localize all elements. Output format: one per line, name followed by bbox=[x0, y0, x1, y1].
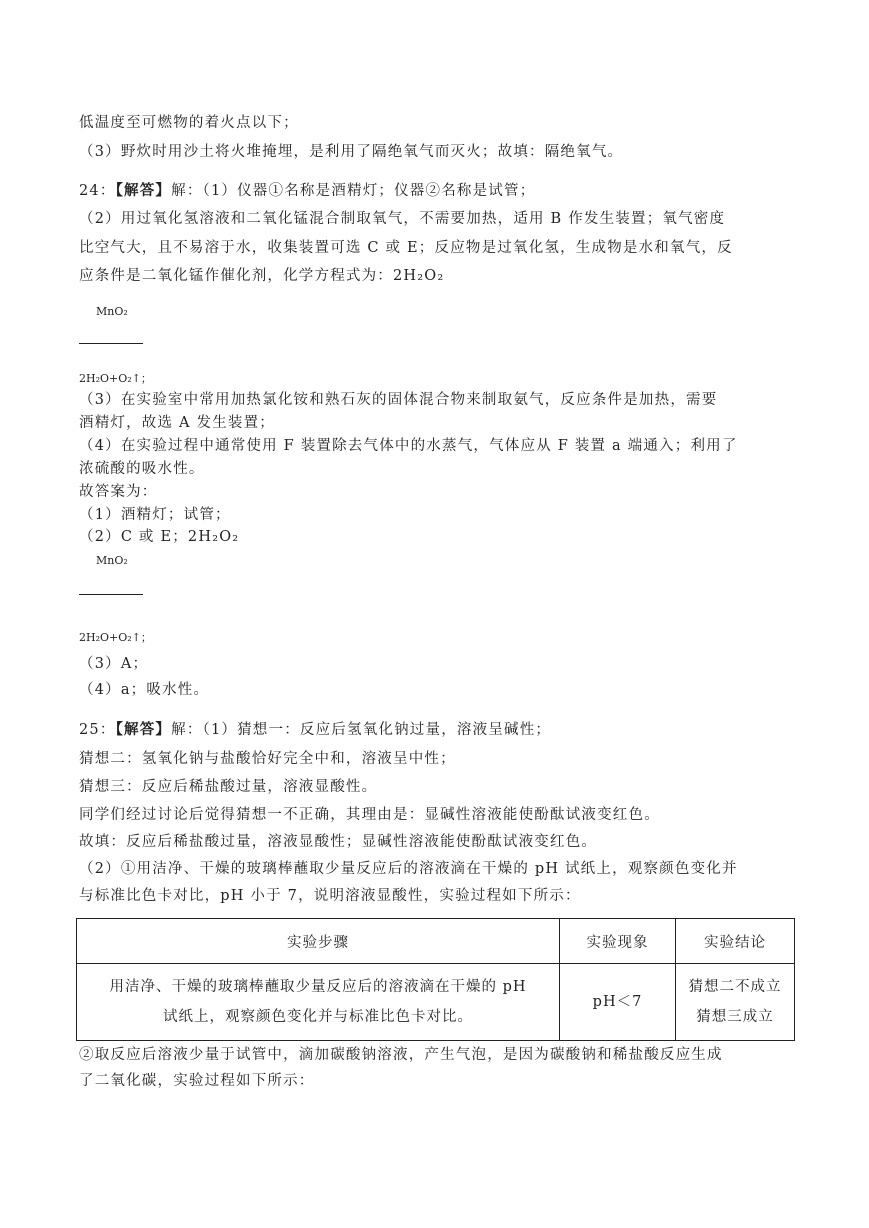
experiment-table bbox=[76, 918, 795, 1041]
answer-tag: 【解答】 bbox=[115, 182, 172, 199]
cell-line: 试纸上，观察颜色变化并与标准比色卡对比。 bbox=[163, 1009, 473, 1025]
text-line: （2）C 或 E；2H₂O₂ bbox=[79, 529, 240, 545]
answer-tag: 【解答】 bbox=[115, 721, 172, 738]
equation-arrow-line bbox=[79, 343, 143, 344]
table-row bbox=[77, 964, 795, 1041]
cell-line: 猜想三成立 bbox=[696, 1009, 774, 1025]
phenomenon-cell: pH＜7 bbox=[560, 964, 676, 1041]
text-line: 猜想三：反应后稀盐酸过量，溶液显酸性。 bbox=[79, 779, 378, 795]
text-line: 故填：反应后稀盐酸过量，溶液显酸性；显碱性溶液能使酚酞试液变红色。 bbox=[79, 834, 598, 850]
step-cell bbox=[77, 964, 560, 1041]
header-cell: 实验现象 bbox=[560, 919, 676, 964]
catalyst-label: MnO₂ bbox=[96, 554, 128, 567]
equation-arrow-line bbox=[79, 594, 143, 595]
text-line: （4）a；吸水性。 bbox=[79, 682, 210, 698]
cell-line: 猜想二不成立 bbox=[688, 979, 782, 995]
text-line: 比空气大，且不易溶于水，收集装置可选 C 或 E；反应物是过氧化氢，生成物是水和氧气，反 bbox=[79, 240, 733, 256]
question-25-header bbox=[79, 720, 551, 740]
table-header-row bbox=[77, 919, 795, 964]
equation-products: 2H₂O+O₂↑； bbox=[79, 631, 152, 644]
text-line: 同学们经过讨论后觉得猜想一不正确，其理由是：显碱性溶液能使酚酞试液变红色。 bbox=[79, 807, 660, 823]
text-line: （1）酒精灯；试管； bbox=[79, 507, 231, 523]
text-line: （2）①用洁净、干燥的玻璃棒蘸取少量反应后的溶液滴在干燥的 pH 试纸上，观察颜色变化并 bbox=[79, 861, 738, 877]
question-number: 25： bbox=[79, 722, 116, 738]
text-line: 与标准比色卡对比，pH 小于 7，说明溶液显酸性，实验过程如下所示： bbox=[79, 888, 581, 904]
equation-products: 2H₂O+O₂↑； bbox=[79, 372, 152, 385]
question-24-header bbox=[79, 181, 535, 201]
text-line: 酒精灯，故选 A 发生装置； bbox=[79, 415, 275, 431]
text-line: 低温度至可燃物的着火点以下； bbox=[79, 115, 299, 131]
text-line: 浓硫酸的吸水性。 bbox=[79, 461, 205, 477]
text-line: （4）在实验过程中通常使用 F 装置除去气体中的水蒸气，气体应从 F 装置 a 端通入；利用了 bbox=[79, 438, 738, 454]
text-line: 解：（1）猜想一：反应后氢氧化钠过量，溶液呈碱性； bbox=[171, 722, 552, 738]
text-line: （3）A； bbox=[79, 656, 149, 672]
text-line: 应条件是二氧化锰作催化剂，化学方程式为：2H₂O₂ bbox=[79, 268, 445, 284]
text-line: ②取反应后溶液少量于试管中，滴加碳酸钠溶液，产生气泡，是因为碳酸钠和稀盐酸反应生成 bbox=[79, 1047, 723, 1063]
text-line: 故答案为： bbox=[79, 484, 158, 500]
conclusion-cell bbox=[676, 964, 795, 1041]
header-cell: 实验结论 bbox=[676, 919, 795, 964]
text-line: 解：（1）仪器①名称是酒精灯；仪器②名称是试管； bbox=[171, 183, 536, 199]
cell-line: 用洁净、干燥的玻璃棒蘸取少量反应后的溶液滴在干燥的 pH bbox=[109, 979, 527, 995]
text-line: （3）野炊时用沙土将火堆掩埋，是利用了隔绝氧气而灭火；故填：隔绝氧气。 bbox=[79, 144, 624, 160]
question-number: 24： bbox=[79, 183, 116, 199]
text-line: 了二氧化碳，实验过程如下所示： bbox=[79, 1073, 315, 1089]
header-cell: 实验步骤 bbox=[77, 919, 560, 964]
text-line: （3）在实验室中常用加热氯化铵和熟石灰的固体混合物来制取氨气，反应条件是加热，需要 bbox=[79, 392, 718, 408]
catalyst-label: MnO₂ bbox=[96, 305, 128, 318]
text-line: 猜想二：氢氧化钠与盐酸恰好完全中和，溶液呈中性； bbox=[79, 751, 456, 767]
text-line: （2）用过氧化氢溶液和二氧化锰混合制取氧气，不需要加热，适用 B 作发生装置；氧气密度 bbox=[79, 211, 726, 227]
